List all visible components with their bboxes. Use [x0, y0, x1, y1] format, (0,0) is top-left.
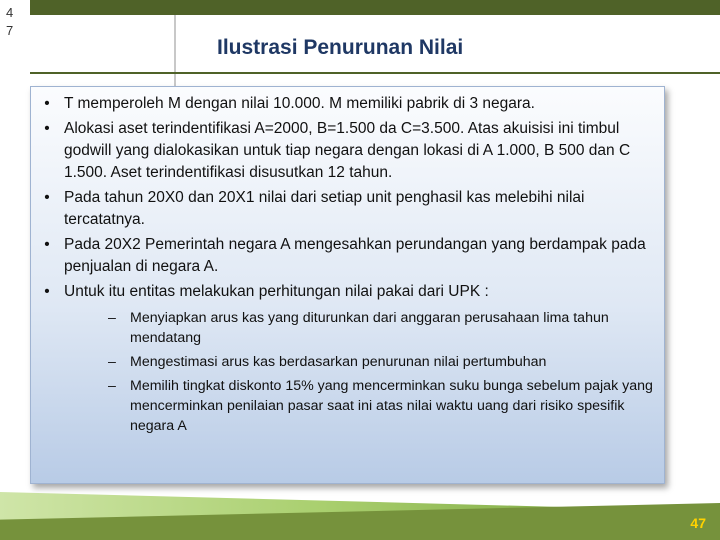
- sub-bullet-text: Mengestimasi arus kas berdasarkan penurunan nilai pertumbuhan: [130, 354, 547, 370]
- bullet-item: [30, 118, 660, 184]
- bullet-mark: •: [44, 120, 50, 137]
- bullet-text: Alokasi aset terindentifikasi A=2000, B=1.500 da C=3.500. Atas akuisisi ini timbul godwill yang dialokasikan untuk tiap negara dengan lokasi di A 1.000, B 500 dan C 1.500. Aset terindentifikasi disusutkan 12 tahun.: [64, 120, 631, 181]
- bullet-mark: •: [44, 236, 50, 253]
- sub-bullet-item: [64, 308, 660, 348]
- bullet-text: Pada tahun 20X0 dan 20X1 nilai dari setiap unit penghasil kas melebihi nilai tercatatnya.: [64, 189, 585, 228]
- bullet-mark: •: [44, 283, 50, 300]
- dash-mark: –: [108, 378, 116, 394]
- title-underline: [30, 72, 720, 74]
- dash-mark: –: [108, 354, 116, 370]
- bullet-mark: •: [44, 95, 50, 112]
- top-bar: [30, 0, 720, 15]
- sub-bullet-list: [64, 308, 660, 436]
- sub-bullet-text: Menyiapkan arus kas yang diturunkan dari anggaran perusahaan lima tahun mendatang: [130, 310, 609, 346]
- bullet-list: [30, 93, 660, 440]
- bullet-text: Pada 20X2 Pemerintah negara A mengesahkan perundangan yang berdampak pada penjualan di negara A.: [64, 236, 646, 275]
- bullet-text: Untuk itu entitas melakukan perhitungan nilai pakai dari UPK :: [64, 283, 489, 300]
- bullet-item: [30, 281, 660, 436]
- bullet-item: [30, 187, 660, 231]
- sub-bullet-item: [64, 352, 660, 372]
- bullet-mark: •: [44, 189, 50, 206]
- corner-number: 4 7: [6, 5, 14, 38]
- sub-bullet-text: Memilih tingkat diskonto 15% yang mencerminkan suku bunga sebelum pajak yang mencerminkan penilaian pasar saat ini atas nilai waktu uang dari risiko spesifik negara A: [130, 378, 653, 434]
- bullet-item: [30, 234, 660, 278]
- bullet-text: T memperoleh M dengan nilai 10.000. M memiliki pabrik di 3 negara.: [64, 95, 535, 112]
- page-number: 47: [690, 515, 706, 531]
- bullet-item: [30, 93, 660, 115]
- slide-title: Ilustrasi Penurunan Nilai: [217, 36, 464, 59]
- sub-bullet-item: [64, 376, 660, 436]
- dash-mark: –: [108, 310, 116, 326]
